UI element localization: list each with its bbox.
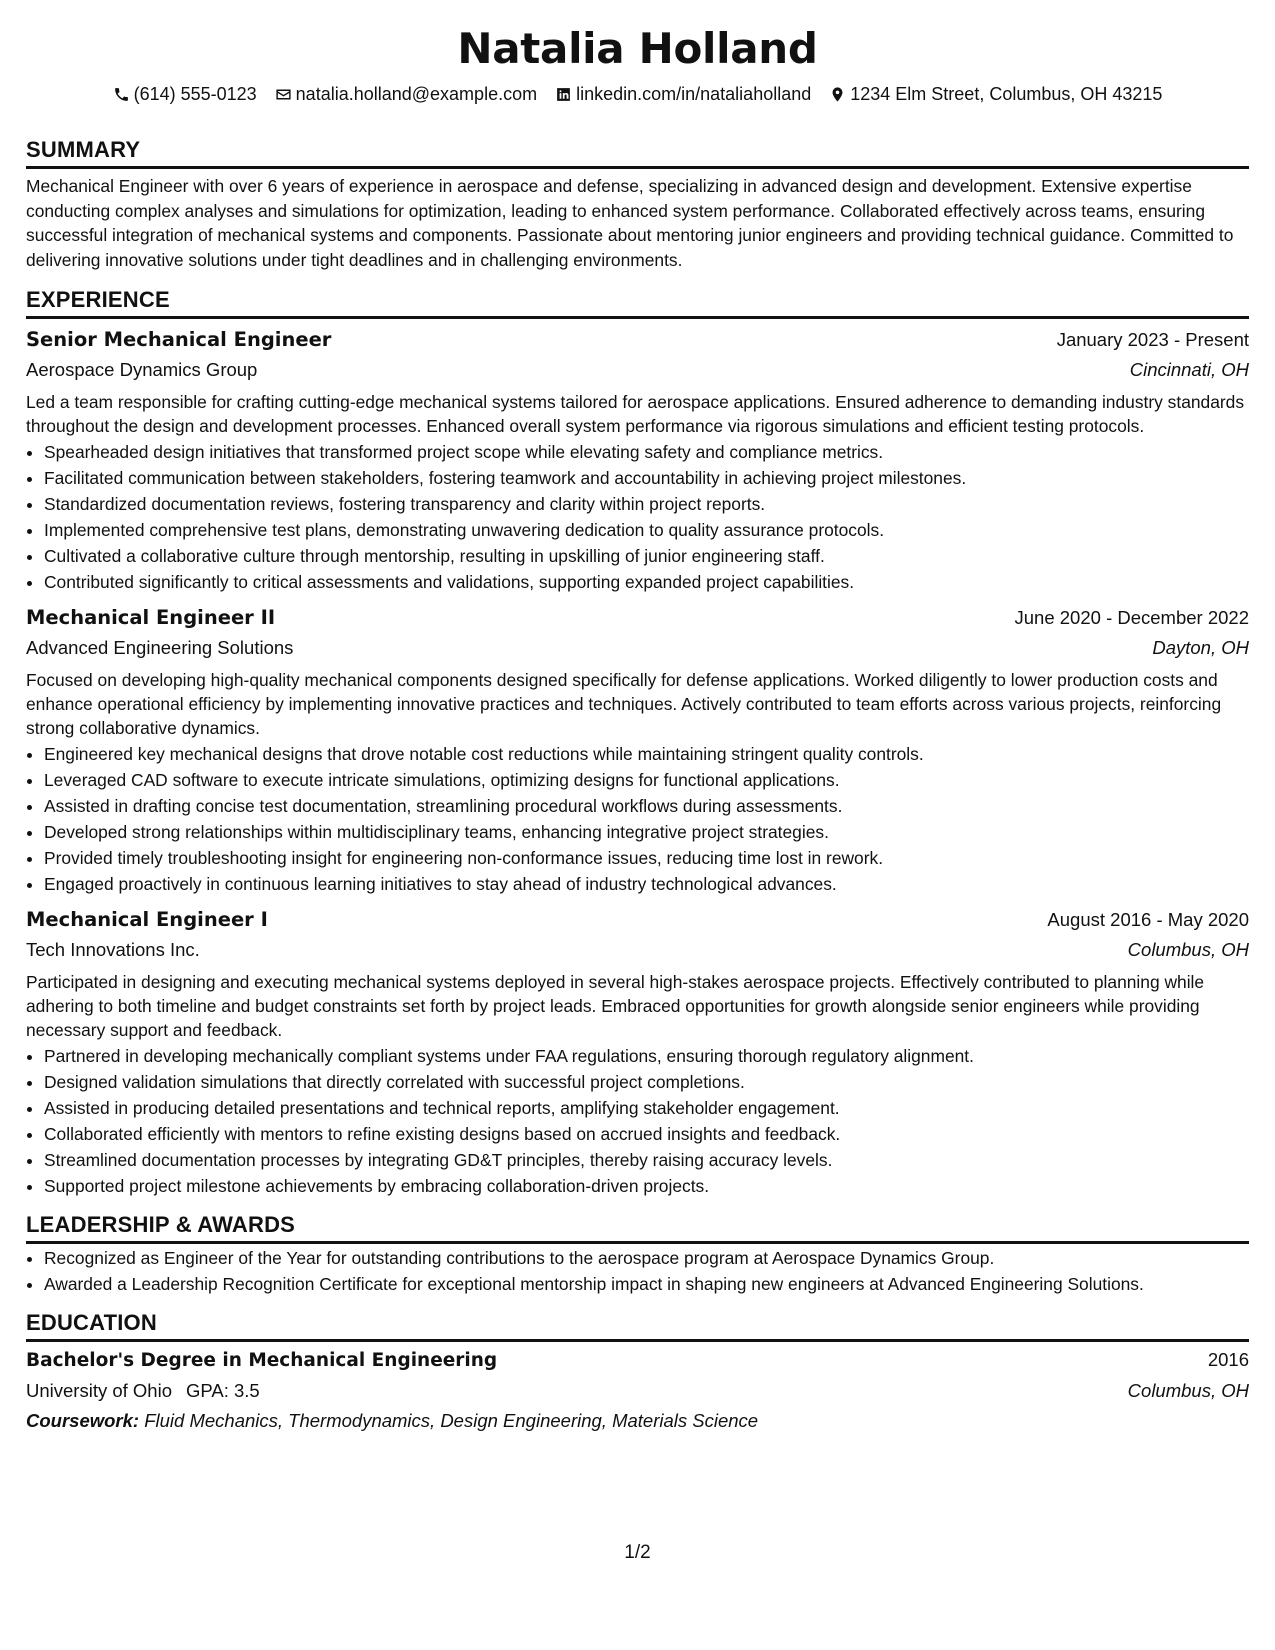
job-bullet: • Streamlined documentation processes by integrating GD&T principles, thereby raising accuracy levels. [44, 1147, 1249, 1173]
coursework-list: Fluid Mechanics, Thermodynamics, Design Engineering, Materials Science [144, 1410, 759, 1431]
job-bullet: • Developed strong relationships within multidisciplinary teams, enhancing integrative project strategies. [44, 819, 1249, 845]
contact-address [829, 84, 1162, 105]
award-item: • Recognized as Engineer of the Year for outstanding contributions to the aerospace program at Aerospace Dynamics Group. [44, 1245, 1249, 1271]
education-heading: EDUCATION [26, 1309, 1249, 1342]
candidate-name: Natalia Holland [457, 24, 818, 73]
contact-bar [26, 80, 1249, 108]
job-bullet: • Facilitated communication between stakeholders, fostering teamwork and accountability in achieving project milestones. [44, 465, 1249, 491]
experience-section [26, 286, 1249, 1199]
contact-linkedin[interactable] [555, 84, 811, 105]
job-description: Participated in designing and executing mechanical systems deployed in several high-stakes aerospace projects. Effectively contributed to planning while adhering to both timeline and budget constraints set forth by project leads. Embraced opportunities for growth alongside senior engineers while providing necessary support and feedback. [26, 972, 1205, 1040]
phone-icon [113, 86, 130, 103]
job-list [26, 325, 1249, 1199]
awards-list [26, 1245, 1249, 1297]
coursework-label: Coursework: [26, 1410, 140, 1431]
job-title: Senior Mechanical Engineer [26, 328, 332, 351]
phone-text: (614) 555-0123 [133, 83, 257, 104]
job-bullet: • Leveraged CAD software to execute intricate simulations, optimizing designs for functional applications. [44, 767, 1249, 793]
job-header [26, 905, 1249, 935]
job-bullets [26, 1043, 1249, 1199]
job-subheader [26, 355, 1249, 385]
job-description: Led a team responsible for crafting cutting-edge mechanical systems tailored for aerospace applications. Ensured adherence to demanding industry standards throughout the design and development processes. Enhanced overall system performance via rigorous simulations and efficient testing protocols. [26, 392, 1245, 436]
job-subheader [26, 935, 1249, 965]
school-name: University of Ohio [26, 1380, 172, 1401]
job-entry [26, 905, 1249, 1199]
job-bullet: • Engaged proactively in continuous learning initiatives to stay ahead of industry technological advances. [44, 871, 1249, 897]
job-bullet: • Engineered key mechanical designs that drove notable cost reductions while maintaining stringent quality controls. [44, 741, 1249, 767]
school-location: Columbus, OH [1127, 1380, 1249, 1401]
gpa: GPA: 3.5 [186, 1380, 260, 1401]
job-bullet: • Spearheaded design initiatives that transformed project scope while elevating safety and compliance metrics. [44, 439, 1249, 465]
job-location: Cincinnati, OH [1129, 359, 1249, 380]
summary-heading: SUMMARY [26, 136, 1249, 169]
job-title: Mechanical Engineer I [26, 908, 268, 931]
job-bullets [26, 741, 1249, 897]
job-company: Tech Innovations Inc. [26, 939, 200, 960]
job-dates: August 2016 - May 2020 [1047, 909, 1249, 930]
job-bullet: • Designed validation simulations that directly correlated with successful project completions. [44, 1069, 1249, 1095]
job-entry [26, 325, 1249, 595]
school-row [26, 1376, 1249, 1406]
linkedin-link[interactable]: linkedin.com/in/nataliaholland [576, 83, 812, 104]
experience-heading: EXPERIENCE [26, 286, 1249, 319]
job-header [26, 325, 1249, 355]
job-bullet: • Cultivated a collaborative culture through mentorship, resulting in upskilling of junior engineering staff. [44, 543, 1249, 569]
degree: Bachelor's Degree in Mechanical Engineering [26, 1350, 498, 1371]
envelope-icon [275, 86, 292, 103]
job-subheader [26, 633, 1249, 663]
awards-heading: LEADERSHIP & AWARDS [26, 1211, 1249, 1244]
job-header [26, 603, 1249, 633]
email-link[interactable]: natalia.holland@example.com [295, 83, 538, 104]
summary-text: Mechanical Engineer with over 6 years of experience in aerospace and defense, specializing in advanced design and development. Extensive expertise conducting complex analyses and simulations for optimization, leading to enhanced system performance. Collaborated effectively across teams, ensuring successful integration of mechanical systems and components. Passionate about mentoring junior engineers and providing technical guidance. Committed to delivering innovative solutions under tight deadlines and in challenging environments. [26, 176, 1234, 270]
summary-section [26, 136, 1249, 272]
education-section [26, 1309, 1249, 1436]
job-company: Advanced Engineering Solutions [26, 637, 294, 658]
job-description: Focused on developing high-quality mechanical components designed specifically for defense applications. Worked diligently to lower production costs and enhance operational efficiency by implementing innovative practices and techniques. Actively contributed to team efforts across various projects, reinforcing strong collaborative dynamics. [26, 670, 1222, 738]
job-dates: June 2020 - December 2022 [1014, 607, 1249, 628]
job-bullet: • Supported project milestone achievements by embracing collaboration-driven projects. [44, 1173, 1249, 1199]
job-bullet: • Assisted in producing detailed presentations and technical reports, amplifying stakeholder engagement. [44, 1095, 1249, 1121]
address-text: 1234 Elm Street, Columbus, OH 43215 [850, 83, 1163, 104]
job-bullet: • Contributed significantly to critical assessments and validations, supporting expanded project capabilities. [44, 569, 1249, 595]
school-info [26, 1377, 260, 1405]
page-number: 1/2 [624, 1542, 651, 1563]
job-bullet: • Standardized documentation reviews, fostering transparency and clarity within project reports. [44, 491, 1249, 517]
education-row [26, 1345, 1249, 1376]
job-bullet: • Provided timely troubleshooting insight for engineering non-conformance issues, reducing time lost in rework. [44, 845, 1249, 871]
job-bullet: • Partnered in developing mechanically compliant systems under FAA regulations, ensuring thorough regulatory alignment. [44, 1043, 1249, 1069]
contact-phone [113, 84, 257, 105]
coursework [26, 1406, 1249, 1436]
job-title: Mechanical Engineer II [26, 606, 276, 629]
job-location: Columbus, OH [1127, 939, 1249, 960]
job-bullets [26, 439, 1249, 595]
job-entry [26, 603, 1249, 897]
job-bullet: • Assisted in drafting concise test documentation, streamlining procedural workflows during assessments. [44, 793, 1249, 819]
map-marker-icon [829, 86, 846, 103]
award-item: • Awarded a Leadership Recognition Certificate for exceptional mentorship impact in shaping new engineers at Advanced Engineering Solutions. [44, 1271, 1249, 1297]
job-bullet: • Collaborated efficiently with mentors to refine existing designs based on accrued insights and feedback. [44, 1121, 1249, 1147]
job-bullet: • Implemented comprehensive test plans, demonstrating unwavering dedication to quality assurance protocols. [44, 517, 1249, 543]
graduation-year: 2016 [1207, 1349, 1249, 1370]
job-company: Aerospace Dynamics Group [26, 359, 258, 380]
contact-email[interactable] [275, 84, 537, 105]
linkedin-icon [555, 86, 572, 103]
job-dates: January 2023 - Present [1056, 329, 1249, 350]
awards-section [26, 1211, 1249, 1297]
job-location: Dayton, OH [1152, 637, 1249, 658]
